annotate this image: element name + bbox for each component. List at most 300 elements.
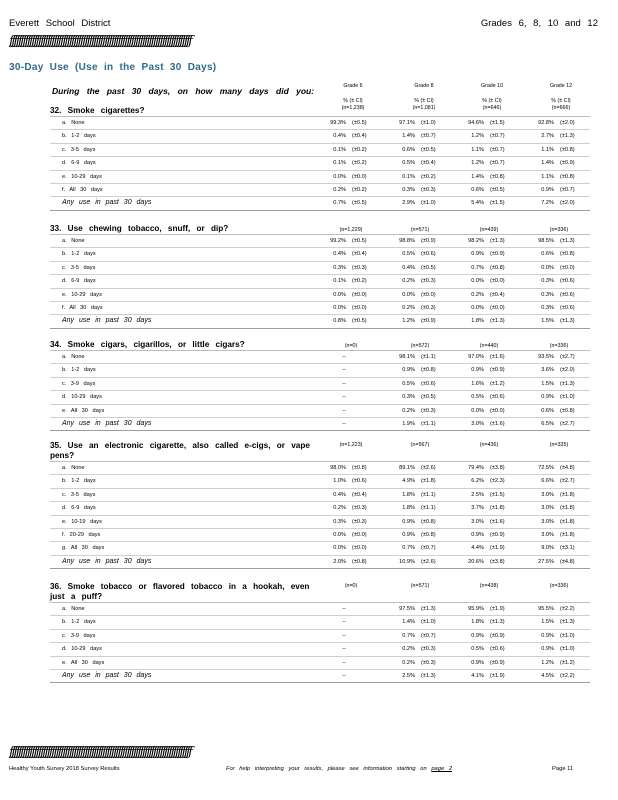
- column-header-grade: Grade 10: [480, 83, 504, 89]
- answer-label: c. 3-9 days: [62, 632, 96, 639]
- question-sample-size: (n=571): [410, 583, 430, 589]
- column-header-grade: Grade 6: [343, 83, 363, 89]
- confidence-interval: (±1.6): [490, 420, 505, 427]
- confidence-interval: (±0.4): [352, 251, 367, 258]
- percent-value: 1.4%: [541, 160, 554, 167]
- percent-value: 0.3%: [333, 518, 346, 525]
- confidence-interval: (±0.9): [490, 251, 505, 258]
- percent-value: 4.4%: [471, 545, 484, 552]
- confidence-interval: (±0.6): [490, 394, 505, 401]
- confidence-interval: (±1.1): [421, 491, 436, 498]
- confidence-interval: (±0.3): [352, 505, 367, 512]
- confidence-interval: (±1.8): [560, 505, 575, 512]
- percent-value: 0.9%: [471, 659, 484, 666]
- confidence-interval: (±1.8): [560, 491, 575, 498]
- answer-row: [50, 302, 590, 315]
- confidence-interval: (±0.0): [352, 531, 367, 538]
- confidence-interval: (±1.2): [560, 659, 575, 666]
- percent-value: 0.0%: [471, 278, 484, 285]
- question-sample-size: (n=336): [549, 227, 569, 233]
- confidence-interval: (±0.3): [421, 304, 436, 311]
- confidence-interval: (±1.5): [490, 200, 505, 207]
- answer-label: Any use in past 30 days: [62, 671, 152, 679]
- percent-value: 0.9%: [541, 646, 554, 653]
- answer-row: [50, 643, 590, 656]
- percent-value: 1.8%: [402, 505, 415, 512]
- percent-value: 89.1%: [399, 465, 415, 471]
- percent-value: 97.5%: [399, 606, 415, 612]
- answer-row: [50, 378, 590, 391]
- confidence-interval: (±1.0): [421, 120, 436, 126]
- confidence-interval: (±0.8): [490, 264, 505, 271]
- confidence-interval: (±0.7): [421, 545, 436, 552]
- header-grades: Grades 6, 8, 10 and 12: [480, 18, 598, 29]
- confidence-interval: (±0.5): [352, 120, 367, 126]
- any-use-row: [50, 670, 590, 683]
- percent-value: --: [342, 380, 346, 387]
- percent-value: --: [342, 619, 346, 626]
- answer-label: a. None: [62, 465, 85, 471]
- answer-label: g. All 30 days: [62, 545, 105, 552]
- percent-value: 1.2%: [402, 318, 415, 325]
- confidence-interval: (±0.8): [421, 531, 436, 538]
- question-title: 35. Use an electronic cigarette, also called e-cigs, or vape pens?: [50, 441, 310, 460]
- percent-value: 99.2%: [330, 238, 346, 244]
- confidence-interval: (±0.6): [560, 291, 575, 298]
- column-header-stat: % (± CI): [343, 98, 363, 104]
- percent-value: 0.9%: [541, 632, 554, 639]
- question-sample-size: (n=439): [479, 227, 499, 233]
- footer-page-number: Page 11: [552, 766, 574, 772]
- percent-value: --: [342, 394, 346, 401]
- answer-label: b. 1-2 days: [62, 133, 96, 140]
- column-header-stat: % (± CI): [482, 98, 502, 104]
- percent-value: 92.8%: [538, 120, 554, 126]
- confidence-interval: (±1.0): [421, 619, 436, 626]
- any-use-row: [50, 197, 590, 210]
- percent-value: 27.5%: [538, 558, 554, 565]
- percent-value: --: [342, 672, 346, 679]
- percent-value: 0.0%: [471, 407, 484, 414]
- answer-label: b. 1-2 days: [62, 251, 96, 258]
- answer-label: b. 1-2 days: [62, 619, 96, 626]
- answer-row: [50, 171, 590, 184]
- column-header-stat: % (± CI): [551, 98, 571, 104]
- percent-value: 0.1%: [333, 160, 346, 167]
- percent-value: 4.5%: [541, 672, 554, 679]
- percent-value: 1.4%: [402, 133, 415, 140]
- percent-value: 0.2%: [402, 304, 415, 311]
- percent-value: 0.3%: [333, 264, 346, 271]
- confidence-interval: (±0.7): [490, 160, 505, 167]
- percent-value: 0.9%: [402, 367, 415, 374]
- percent-value: 0.6%: [471, 186, 484, 193]
- percent-value: 0.4%: [402, 264, 415, 271]
- percent-value: 0.6%: [541, 251, 554, 258]
- percent-value: 0.4%: [333, 491, 346, 498]
- answer-row: [50, 542, 590, 555]
- percent-value: 0.2%: [402, 646, 415, 653]
- percent-value: 98.1%: [399, 354, 415, 360]
- column-header-n: (n=1,238): [341, 105, 365, 111]
- confidence-interval: (±0.0): [490, 304, 505, 311]
- percent-value: 1.8%: [471, 318, 484, 325]
- answer-label: e. 10-29 days: [62, 173, 102, 180]
- confidence-interval: (±0.7): [421, 632, 436, 639]
- percent-value: 0.9%: [471, 531, 484, 538]
- confidence-interval: (±2.7): [560, 420, 575, 427]
- answer-row: [50, 184, 590, 197]
- percent-value: 20.6%: [468, 558, 484, 565]
- confidence-interval: (±1.2): [490, 380, 505, 387]
- footer-page-link[interactable]: page 2: [431, 766, 453, 772]
- answer-label: d. 6-9 days: [62, 505, 96, 512]
- answer-label: Any use in past 30 days: [62, 557, 152, 565]
- confidence-interval: (±2.2): [560, 672, 575, 679]
- percent-value: 3.0%: [471, 518, 484, 525]
- percent-value: 0.9%: [471, 367, 484, 374]
- confidence-interval: (±1.6): [490, 518, 505, 525]
- confidence-interval: (±0.6): [421, 251, 436, 258]
- answer-row: [50, 516, 590, 529]
- confidence-interval: (±2.7): [560, 354, 575, 360]
- question-header: [50, 340, 590, 350]
- confidence-interval: (±0.4): [490, 291, 505, 298]
- confidence-interval: (±0.3): [421, 186, 436, 193]
- percent-value: 0.7%: [333, 200, 346, 207]
- confidence-interval: (±0.9): [560, 160, 575, 167]
- percent-value: 0.5%: [402, 160, 415, 167]
- confidence-interval: (±1.8): [490, 505, 505, 512]
- percent-value: --: [342, 367, 346, 374]
- answer-row: [50, 630, 590, 643]
- percent-value: 0.2%: [402, 407, 415, 414]
- percent-value: 0.4%: [333, 133, 346, 140]
- answer-label: f. All 30 days: [62, 304, 103, 311]
- answer-label: e. All 30 days: [62, 407, 105, 414]
- answer-label: f. 20-29 days: [62, 531, 101, 538]
- percent-value: 4.9%: [402, 478, 415, 485]
- percent-value: 93.5%: [538, 354, 554, 360]
- confidence-interval: (±0.8): [421, 518, 436, 525]
- percent-value: 1.1%: [541, 173, 554, 180]
- question-block: [50, 340, 590, 431]
- percent-value: 5.4%: [471, 200, 484, 207]
- answer-label: d. 6-9 days: [62, 278, 96, 285]
- answer-row: [50, 529, 590, 542]
- confidence-interval: (±0.9): [490, 531, 505, 538]
- question-sample-size: (n=571): [410, 227, 430, 233]
- confidence-interval: (±0.5): [352, 200, 367, 207]
- answer-label: d. 10-29 days: [62, 646, 102, 653]
- confidence-interval: (±0.3): [421, 659, 436, 666]
- any-use-row: [50, 315, 590, 328]
- confidence-interval: (±0.6): [560, 278, 575, 285]
- confidence-interval: (±3.8): [490, 558, 505, 565]
- percent-value: 0.1%: [333, 278, 346, 285]
- confidence-interval: (±0.5): [352, 318, 367, 325]
- confidence-interval: (±0.0): [352, 173, 367, 180]
- any-use-row: [50, 556, 590, 569]
- percent-value: 98.0%: [330, 465, 346, 471]
- percent-value: 3.6%: [541, 367, 554, 374]
- percent-value: 9.0%: [541, 545, 554, 552]
- answer-row: [50, 391, 590, 404]
- confidence-interval: (±1.6): [490, 354, 505, 360]
- percent-value: 0.3%: [541, 291, 554, 298]
- confidence-interval: (±0.8): [352, 465, 367, 471]
- confidence-interval: (±0.7): [560, 186, 575, 193]
- question-header: [50, 224, 590, 234]
- percent-value: 1.1%: [471, 146, 484, 153]
- percent-value: 0.7%: [402, 632, 415, 639]
- confidence-interval: (±0.2): [352, 146, 367, 153]
- question-title: 36. Smoke tobacco or flavored tobacco in a hookah, even just a puff?: [50, 582, 310, 601]
- percent-value: 0.0%: [333, 545, 346, 552]
- percent-value: 1.5%: [541, 380, 554, 387]
- confidence-interval: (±0.9): [490, 367, 505, 374]
- percent-value: 0.8%: [333, 318, 346, 325]
- percent-value: 0.7%: [471, 264, 484, 271]
- answer-row: [50, 475, 590, 488]
- question-block: [50, 106, 590, 211]
- confidence-interval: (±3.8): [490, 465, 505, 471]
- confidence-interval: (±0.8): [421, 367, 436, 374]
- confidence-interval: (±1.9): [490, 606, 505, 612]
- confidence-interval: (±0.8): [560, 251, 575, 258]
- answer-label: e. All 30 days: [62, 659, 105, 666]
- percent-value: 0.2%: [333, 186, 346, 193]
- percent-value: 0.1%: [402, 173, 415, 180]
- confidence-interval: (±0.2): [352, 278, 367, 285]
- confidence-interval: (±0.6): [421, 380, 436, 387]
- answer-row: [50, 157, 590, 170]
- confidence-interval: (±0.7): [421, 133, 436, 140]
- confidence-interval: (±1.3): [560, 380, 575, 387]
- confidence-interval: (±4.8): [560, 558, 575, 565]
- percent-value: 0.0%: [541, 264, 554, 271]
- percent-value: 0.2%: [402, 659, 415, 666]
- confidence-interval: (±0.5): [490, 186, 505, 193]
- any-use-row: [50, 418, 590, 431]
- percent-value: 95.9%: [468, 606, 484, 612]
- percent-value: 97.0%: [468, 354, 484, 360]
- question-sample-size: (n=336): [549, 583, 569, 589]
- confidence-interval: (±2.3): [490, 478, 505, 485]
- confidence-interval: (±0.8): [560, 407, 575, 414]
- answer-label: c. 3-5 days: [62, 146, 96, 153]
- percent-value: 98.8%: [399, 238, 415, 244]
- column-header-stat: % (± CI): [414, 98, 434, 104]
- decorative-rule-bottom: ƒƒƒƒƒƒƒƒƒƒƒƒƒƒƒƒƒƒƒƒƒƒƒƒƒƒƒƒƒƒƒƒƒƒƒƒƒƒƒƒƒƒƒƒƒƒƒƒƒƒƒƒƒƒƒƒƒƒƒƒƒƒƒƒƒƒƒƒƒƒƒƒƒƒƒƒƒƒƒƒƒƒ: [9, 745, 191, 760]
- percent-value: 2.9%: [402, 200, 415, 207]
- confidence-interval: (±1.5): [490, 120, 505, 126]
- percent-value: --: [342, 420, 346, 427]
- confidence-interval: (±1.0): [421, 200, 436, 207]
- confidence-interval: (±1.3): [560, 238, 575, 244]
- percent-value: 1.4%: [402, 619, 415, 626]
- confidence-interval: (±1.5): [490, 491, 505, 498]
- percent-value: 0.9%: [471, 251, 484, 258]
- question-title: 32. Smoke cigarettes?: [50, 106, 145, 115]
- answer-label: d. 6-9 days: [62, 160, 96, 167]
- confidence-interval: (±0.8): [490, 173, 505, 180]
- answer-label: e. 10-19 days: [62, 518, 102, 525]
- question-sample-size: (n=336): [549, 343, 569, 349]
- confidence-interval: (±0.0): [490, 407, 505, 414]
- percent-value: 98.2%: [468, 238, 484, 244]
- percent-value: 1.2%: [541, 659, 554, 666]
- confidence-interval: (±0.2): [352, 160, 367, 167]
- percent-value: 3.0%: [541, 518, 554, 525]
- confidence-interval: (±0.5): [421, 146, 436, 153]
- confidence-interval: (±2.6): [421, 558, 436, 565]
- confidence-interval: (±0.8): [352, 558, 367, 565]
- confidence-interval: (±0.0): [421, 291, 436, 298]
- percent-value: --: [342, 606, 346, 612]
- question-sample-size: (n=572): [410, 343, 430, 349]
- answer-row: [50, 602, 590, 616]
- answer-row: [50, 234, 590, 248]
- percent-value: 3.0%: [471, 420, 484, 427]
- confidence-interval: (±1.9): [490, 545, 505, 552]
- question-sample-size: (n=1,229): [339, 227, 363, 233]
- column-header-n: (n=1,081): [412, 105, 436, 111]
- confidence-interval: (±3.1): [560, 545, 575, 552]
- percent-value: --: [342, 407, 346, 414]
- question-sample-size: (n=0): [344, 583, 358, 589]
- percent-value: 0.0%: [471, 304, 484, 311]
- confidence-interval: (±1.3): [490, 619, 505, 626]
- confidence-interval: (±0.0): [352, 545, 367, 552]
- question-prompt: During the past 30 days, on how many days did you:: [52, 86, 315, 96]
- percent-value: 4.1%: [471, 672, 484, 679]
- confidence-interval: (±1.8): [560, 531, 575, 538]
- percent-value: 0.3%: [541, 278, 554, 285]
- answer-label: e. 10-29 days: [62, 291, 102, 298]
- column-header-n: (n=666): [551, 105, 571, 111]
- confidence-interval: (±1.3): [490, 238, 505, 244]
- answer-row: [50, 405, 590, 418]
- confidence-interval: (±0.4): [352, 491, 367, 498]
- answer-label: a. None: [62, 354, 85, 360]
- confidence-interval: (±1.3): [421, 672, 436, 679]
- confidence-interval: (±0.3): [421, 407, 436, 414]
- percent-value: 0.6%: [402, 146, 415, 153]
- question-title: 34. Smoke cigars, cigarillos, or little cigars?: [50, 340, 245, 349]
- percent-value: --: [342, 354, 346, 360]
- answer-label: a. None: [62, 238, 85, 244]
- confidence-interval: (±2.0): [560, 120, 575, 126]
- confidence-interval: (±1.3): [421, 606, 436, 612]
- question-block: [50, 224, 590, 329]
- confidence-interval: (±0.3): [421, 646, 436, 653]
- footer-help-text: [226, 766, 452, 772]
- percent-value: 0.3%: [402, 186, 415, 193]
- answer-row: [50, 502, 590, 515]
- percent-value: 0.9%: [402, 531, 415, 538]
- confidence-interval: (±1.8): [560, 518, 575, 525]
- percent-value: 0.2%: [333, 505, 346, 512]
- confidence-interval: (±2.2): [560, 606, 575, 612]
- answer-row: [50, 657, 590, 670]
- question-sample-size: (n=567): [410, 442, 430, 448]
- percent-value: 6.5%: [541, 420, 554, 427]
- percent-value: 2.7%: [541, 133, 554, 140]
- percent-value: 2.0%: [333, 558, 346, 565]
- percent-value: 0.9%: [402, 518, 415, 525]
- section-title: 30-Day Use (Use in the Past 30 Days): [9, 62, 217, 73]
- confidence-interval: (±0.2): [352, 186, 367, 193]
- answer-row: [50, 248, 590, 261]
- percent-value: 98.5%: [538, 238, 554, 244]
- confidence-interval: (±1.8): [421, 478, 436, 485]
- answer-label: c. 3-5 days: [62, 491, 96, 498]
- percent-value: 0.5%: [471, 646, 484, 653]
- answer-row: [50, 350, 590, 364]
- percent-value: 79.4%: [468, 465, 484, 471]
- confidence-interval: (±4.8): [560, 465, 575, 471]
- answer-label: b. 1-2 days: [62, 367, 96, 374]
- question-header: [50, 106, 590, 116]
- confidence-interval: (±0.6): [560, 304, 575, 311]
- percent-value: 94.6%: [468, 120, 484, 126]
- percent-value: 6.6%: [541, 478, 554, 485]
- confidence-interval: (±0.2): [421, 173, 436, 180]
- answer-label: c. 3-9 days: [62, 380, 96, 387]
- percent-value: 0.9%: [541, 394, 554, 401]
- confidence-interval: (±0.0): [352, 291, 367, 298]
- percent-value: 1.4%: [471, 173, 484, 180]
- percent-value: --: [342, 646, 346, 653]
- percent-value: 1.5%: [541, 619, 554, 626]
- percent-value: 97.1%: [399, 120, 415, 126]
- percent-value: 72.5%: [538, 465, 554, 471]
- percent-value: 1.8%: [402, 491, 415, 498]
- percent-value: 6.2%: [471, 478, 484, 485]
- confidence-interval: (±0.5): [352, 238, 367, 244]
- percent-value: 0.0%: [333, 291, 346, 298]
- confidence-interval: (±1.3): [490, 318, 505, 325]
- answer-row: [50, 262, 590, 275]
- confidence-interval: (±1.3): [560, 619, 575, 626]
- answer-row: [50, 275, 590, 288]
- confidence-interval: (±0.3): [352, 264, 367, 271]
- answer-label: f. All 30 days: [62, 186, 103, 193]
- percent-value: 0.4%: [333, 251, 346, 258]
- column-header-grade: Grade 8: [414, 83, 434, 89]
- confidence-interval: (±0.9): [490, 659, 505, 666]
- percent-value: 0.0%: [333, 173, 346, 180]
- percent-value: 2.5%: [471, 491, 484, 498]
- percent-value: 0.6%: [541, 407, 554, 414]
- confidence-interval: (±0.5): [421, 264, 436, 271]
- header-district: Everett School District: [9, 18, 111, 29]
- question-sample-size: (n=1,223): [339, 442, 363, 448]
- percent-value: 0.0%: [333, 531, 346, 538]
- percent-value: 3.0%: [541, 491, 554, 498]
- confidence-interval: (±1.9): [490, 672, 505, 679]
- question-sample-size: (n=440): [479, 343, 499, 349]
- confidence-interval: (±2.0): [560, 367, 575, 374]
- confidence-interval: (±0.4): [352, 133, 367, 140]
- answer-row: [50, 489, 590, 502]
- percent-value: 0.3%: [541, 304, 554, 311]
- percent-value: 0.9%: [471, 632, 484, 639]
- confidence-interval: (±2.6): [421, 465, 436, 471]
- percent-value: 3.0%: [541, 531, 554, 538]
- question-header: [50, 582, 590, 602]
